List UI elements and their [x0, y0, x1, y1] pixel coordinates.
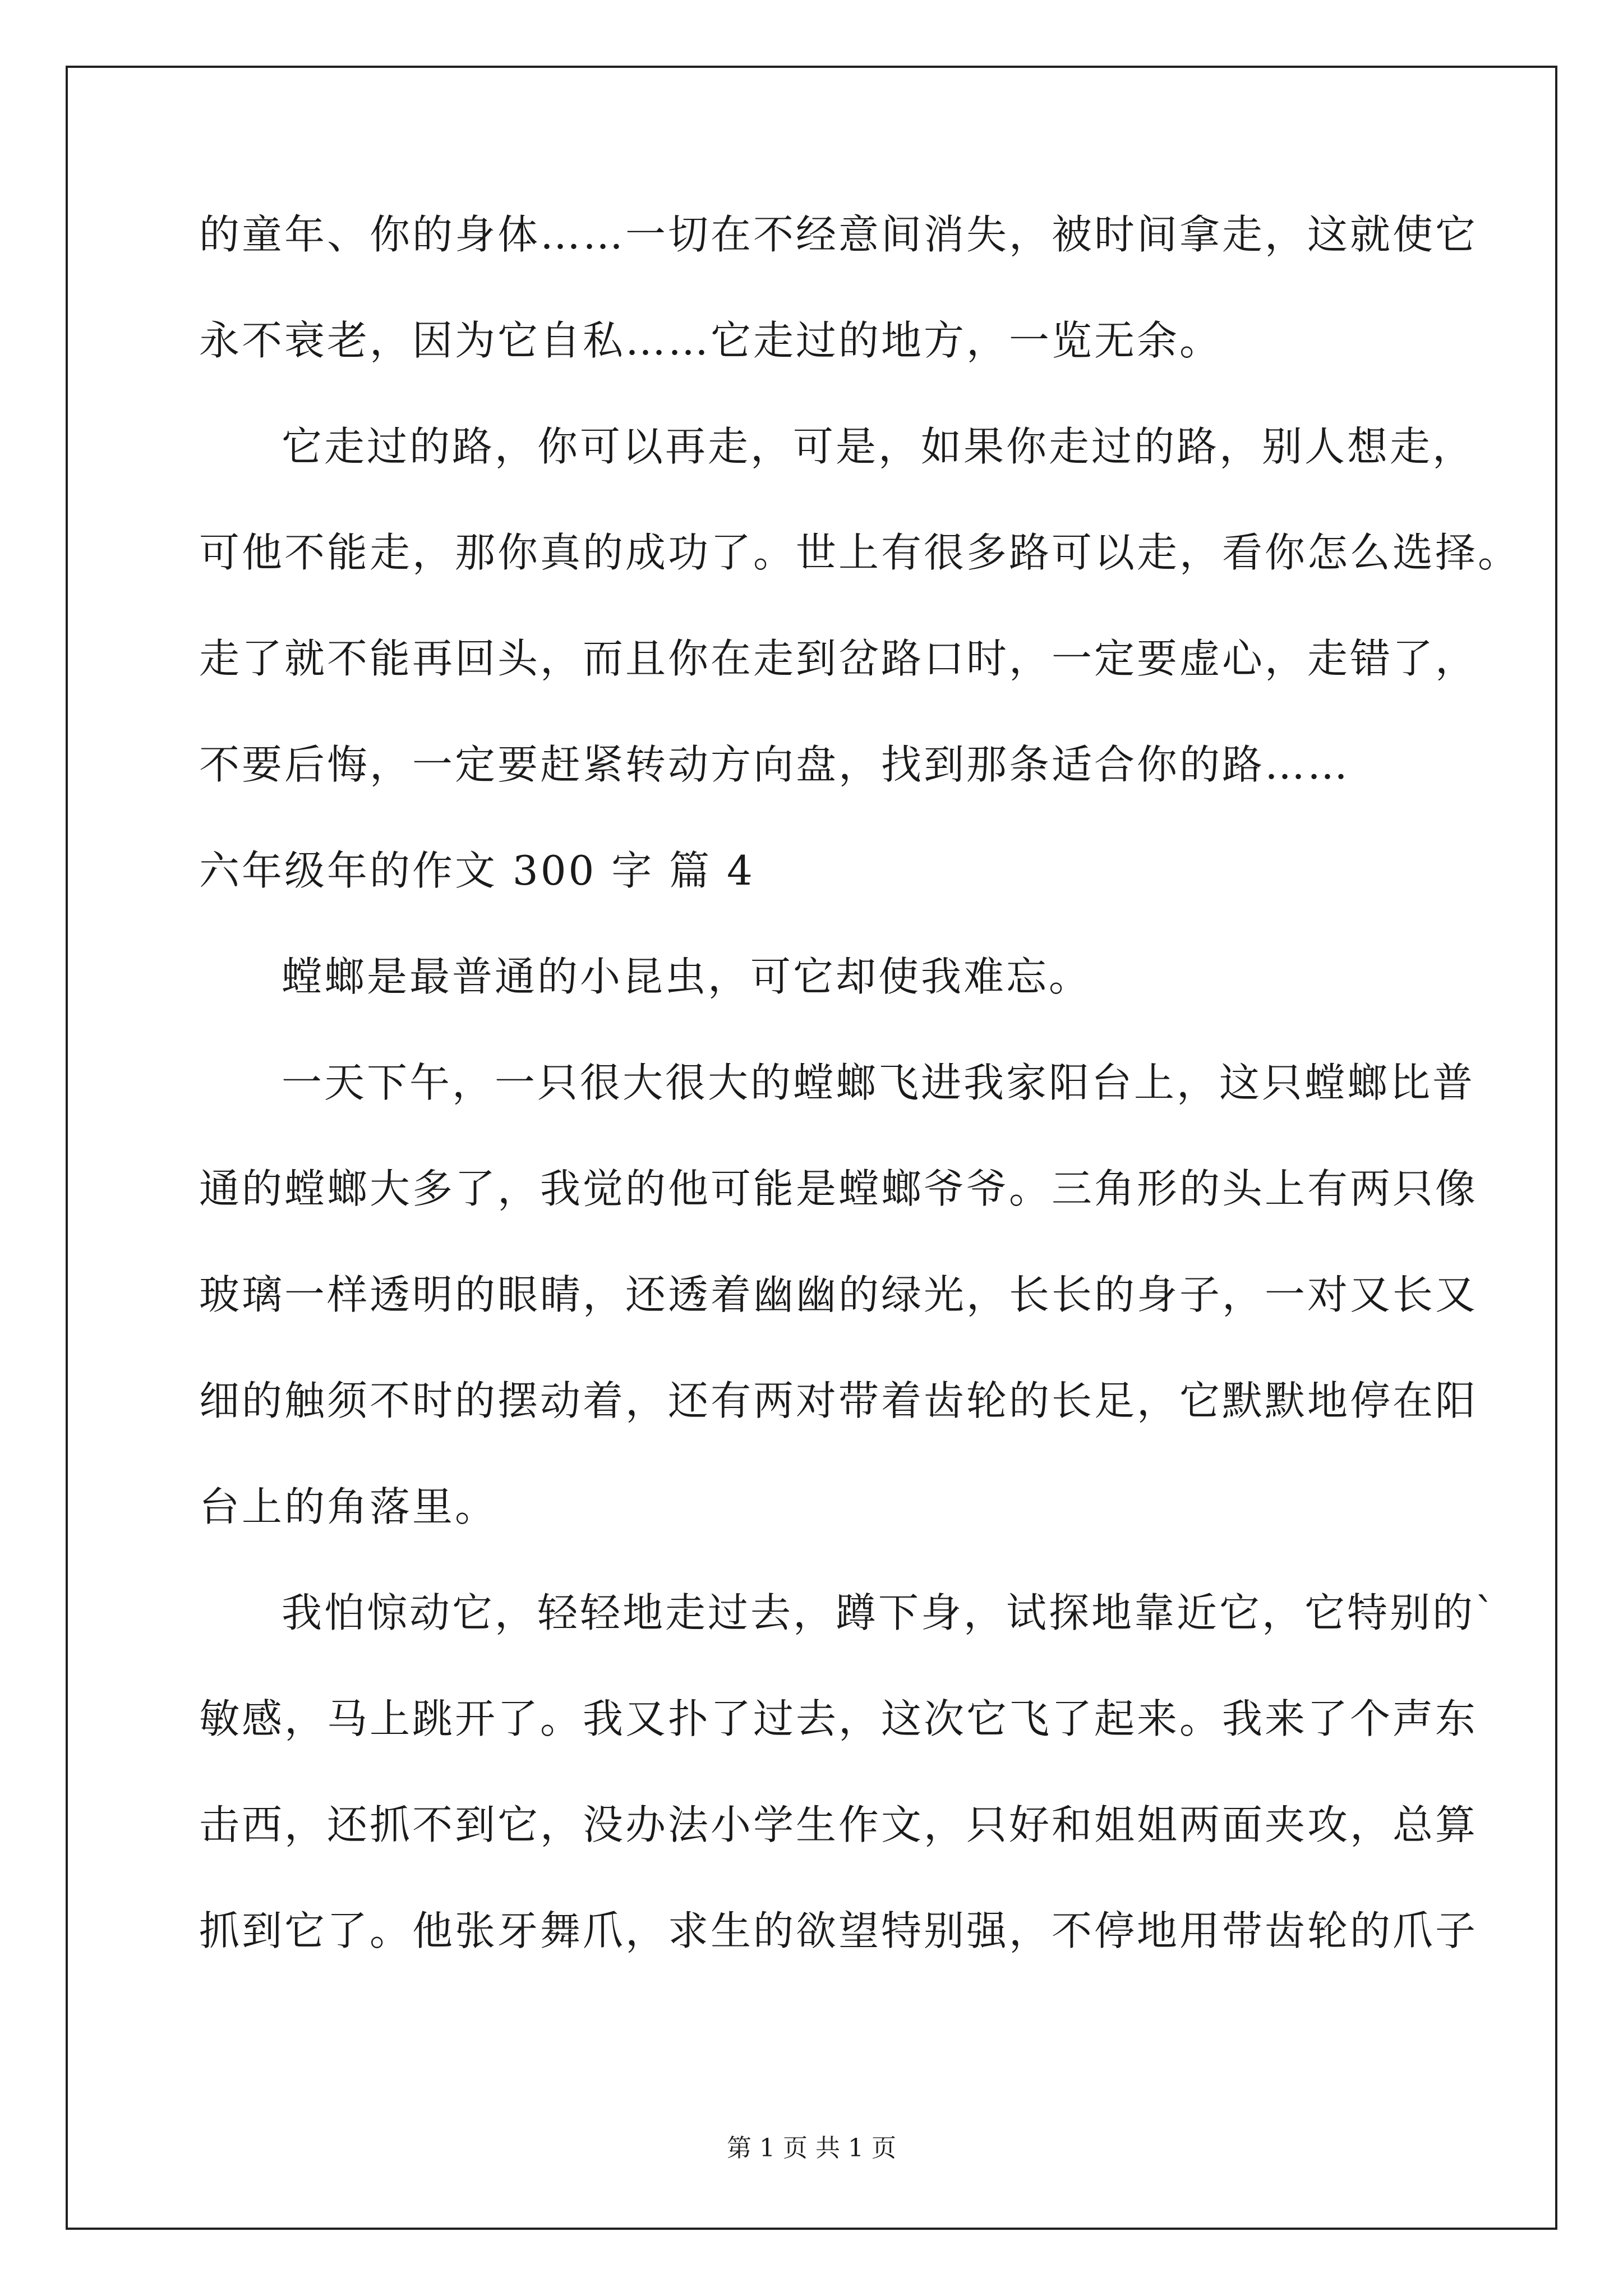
paragraph-start: 螳螂是最普通的小昆虫，可它却使我难忘。: [282, 953, 1092, 1000]
text-line: 抓到它了。他张牙舞爪，求生的欲望特别强，不停地用带齿轮的爪子: [199, 1907, 1478, 1954]
page-number-footer: 第 1 页 共 1 页: [727, 2134, 896, 2162]
text-line: 的童年、你的身体……一切在不经意间消失，被时间拿走，这就使它: [199, 211, 1478, 258]
text-line: 永不衰老，因为它自私……它走过的地方，一览无余。: [199, 317, 1223, 364]
text-line: 不要后悔，一定要赶紧转动方向盘，找到那条适合你的路……: [199, 741, 1350, 788]
text-line: 击西，还抓不到它，没办法小学生作文，只好和姐姐两面夹攻，总算: [199, 1801, 1478, 1848]
text-line: 玻璃一样透明的眼睛，还透着幽幽的绿光，长长的身子，一对又长又: [199, 1271, 1478, 1318]
document-body: [199, 208, 1521, 1958]
paragraph-start: 一天下午，一只很大很大的螳螂飞进我家阳台上，这只螳螂比普: [282, 1059, 1476, 1106]
section-heading: 六年级年的作文 300 字 篇 4: [199, 847, 755, 894]
paragraph-start: 它走过的路，你可以再走，可是，如果你走过的路，别人想走，: [282, 423, 1476, 470]
paragraph-start: 我怕惊动它，轻轻地走过去，蹲下身，试探地靠近它，它特别的`: [282, 1589, 1498, 1636]
text-line: 可他不能走，那你真的成功了。世上有很多路可以走，看你怎么选择。: [199, 529, 1521, 576]
text-line: 敏感，马上跳开了。我又扑了过去，这次它飞了起来。我来了个声东: [199, 1695, 1478, 1742]
text-line: 通的螳螂大多了，我觉的他可能是螳螂爷爷。三角形的头上有两只像: [199, 1165, 1478, 1212]
text-line: 细的触须不时的摆动着，还有两对带着齿轮的长足，它默默地停在阳: [199, 1377, 1478, 1424]
text-line: 走了就不能再回头，而且你在走到岔路口时，一定要虚心，走错了，: [199, 635, 1478, 682]
text-line: 台上的角落里。: [199, 1483, 498, 1530]
